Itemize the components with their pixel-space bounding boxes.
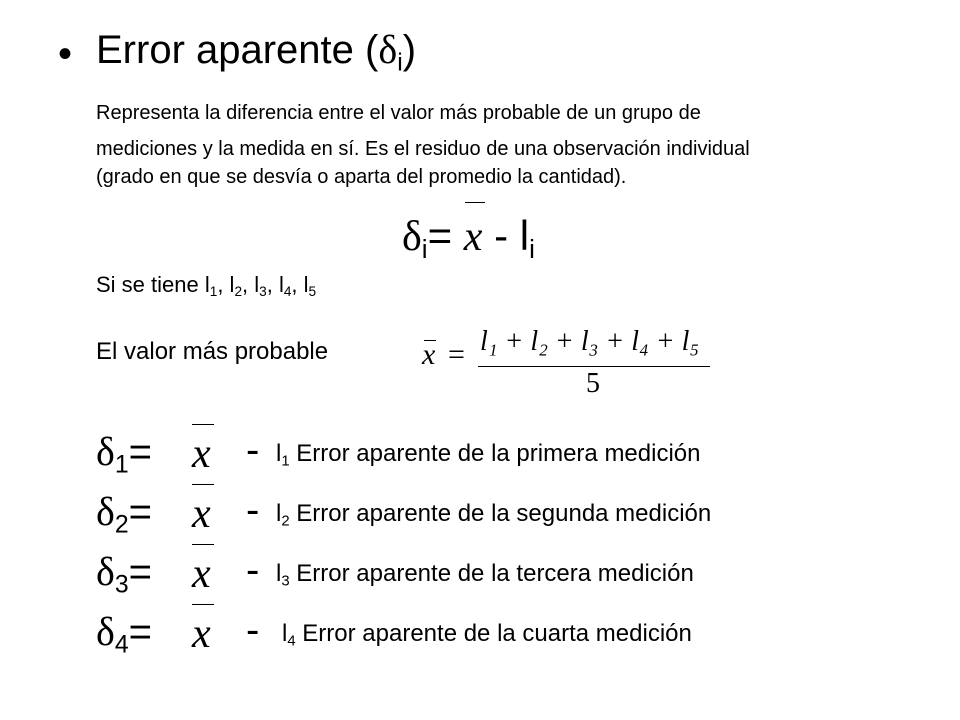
row-description: $l_2$ Error aparente de la segunda medición xyxy=(276,500,712,530)
description-line-3: (grado en que se desvía o aparta del promedio la cantidad). xyxy=(96,166,627,188)
overline xyxy=(192,424,214,425)
series-item: $l_5$ xyxy=(303,272,317,300)
series-item: $l_2$, xyxy=(229,272,255,300)
xbar-symbol: x xyxy=(192,550,211,598)
measurement-series xyxy=(96,272,316,298)
error-row-2 xyxy=(96,488,916,548)
l-subscript: i xyxy=(529,233,535,264)
minus-sign: - xyxy=(246,428,260,472)
probable-value-label: El valor más probable xyxy=(96,338,329,365)
formula-denominator: 5 xyxy=(586,368,600,399)
description-line-2: mediciones y la medida en sí. Es el residuo de una observación individual xyxy=(96,138,750,160)
minus-sign: - xyxy=(246,608,260,652)
xbar-symbol xyxy=(422,338,435,372)
x-variable: x xyxy=(463,214,483,260)
row-description: $l_3$ Error aparente de la tercera medición xyxy=(276,560,694,590)
bullet-point: • xyxy=(58,32,73,76)
xbar-symbol: x xyxy=(192,490,211,538)
delta-label: $\delta_2=$ xyxy=(96,489,153,539)
delta-subscript: i xyxy=(421,233,428,264)
overline xyxy=(192,484,214,485)
main-equation xyxy=(402,212,535,264)
row-description: $l_1$ Error aparente de la primera medición xyxy=(276,440,701,470)
overline xyxy=(424,340,436,341)
slide-heading xyxy=(96,26,417,77)
formula-numerator: l₁ + l₂ + l₃ + l₄ + l₅ xyxy=(480,326,700,357)
overline xyxy=(192,604,214,605)
minus-sign: - xyxy=(246,548,260,592)
overline xyxy=(192,544,214,545)
delta-label: $\delta_1=$ xyxy=(96,429,153,479)
minus-sign: - xyxy=(246,488,260,532)
xbar-symbol: x xyxy=(192,430,211,478)
l-variable: l xyxy=(519,212,530,259)
series-item: $l_4$, xyxy=(278,272,304,300)
heading-subscript: i xyxy=(397,49,403,77)
delta-symbol: δ xyxy=(378,27,398,72)
equals-sign: = xyxy=(448,338,465,371)
series-item: $l_1$, xyxy=(204,272,230,300)
x-variable: x xyxy=(422,338,436,371)
minus-sign: - xyxy=(482,212,520,259)
series-prefix: Si se tiene xyxy=(96,272,205,297)
equals-sign: = xyxy=(427,212,453,259)
error-row-1 xyxy=(96,428,916,488)
error-row-4 xyxy=(96,608,916,668)
description-line-1: Representa la diferencia entre el valor más probable de un grupo de xyxy=(96,102,701,124)
series-item: $l_3$, xyxy=(254,272,279,300)
delta-symbol: δ xyxy=(402,214,422,260)
row-description: $l_4$ Error aparente de la cuarta medición xyxy=(282,620,692,650)
xbar-symbol: x xyxy=(192,610,211,658)
heading-text: Error aparente ( xyxy=(96,28,379,72)
overline xyxy=(465,202,485,203)
error-row-3 xyxy=(96,548,916,608)
delta-label: $\delta_3=$ xyxy=(96,549,153,599)
delta-label: $\delta_4=$ xyxy=(96,609,153,659)
xbar-symbol xyxy=(464,214,483,260)
mean-formula xyxy=(422,326,722,400)
fraction-line xyxy=(478,366,710,367)
heading-close: ) xyxy=(402,28,417,72)
